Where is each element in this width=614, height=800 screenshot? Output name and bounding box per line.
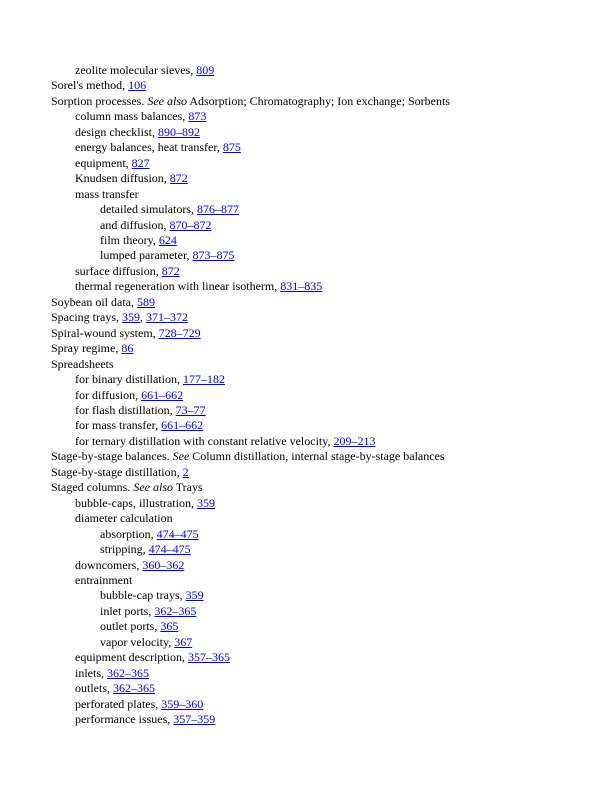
page-link[interactable]: 875: [222, 140, 241, 155]
page-link[interactable]: 177–182: [182, 372, 225, 387]
index-page: [0, 63, 614, 727]
index-entry: [0, 109, 614, 124]
index-entry: [0, 635, 614, 650]
index-entry: [0, 156, 614, 171]
entry-term: inlets,: [75, 665, 107, 680]
page-link[interactable]: 365: [160, 619, 179, 634]
index-entry: [0, 588, 614, 603]
page-link[interactable]: 876–877: [196, 202, 239, 217]
index-entry: [0, 650, 614, 665]
page-link[interactable]: 359–360: [161, 696, 204, 711]
entry-term: Soybean oil data,: [51, 294, 137, 309]
page-link[interactable]: 872: [161, 263, 180, 278]
entry-term: stripping,: [100, 542, 149, 557]
index-entry: [0, 712, 614, 727]
entry-term: bubble-caps, illustration,: [75, 495, 197, 510]
index-entry: [0, 418, 614, 433]
index-entry: [0, 480, 614, 495]
page-link[interactable]: 357–365: [187, 650, 230, 665]
page-link[interactable]: 474–475: [148, 542, 191, 557]
page-link[interactable]: 589: [136, 294, 155, 309]
entry-term: for binary distillation,: [75, 372, 183, 387]
page-link[interactable]: 872: [169, 171, 188, 186]
entry-term: Spray regime,: [51, 341, 122, 356]
entry-term: performance issues,: [75, 712, 174, 727]
index-entry: [0, 248, 614, 263]
page-link[interactable]: 359: [122, 310, 140, 325]
index-entry: [0, 449, 614, 464]
page-link[interactable]: 209–213: [333, 433, 376, 448]
index-entry: [0, 94, 614, 109]
page-link[interactable]: 661–662: [161, 418, 204, 433]
entry-term: for ternary distillation with constant relative velocity,: [75, 433, 334, 448]
index-entry: [0, 434, 614, 449]
page-link[interactable]: 86: [121, 341, 134, 356]
index-entry: [0, 681, 614, 696]
entry-term: outlets,: [75, 681, 113, 696]
page-link[interactable]: 870–872: [169, 217, 212, 232]
index-entry: [0, 63, 614, 78]
entry-term: film theory,: [100, 232, 159, 247]
index-entry: [0, 233, 614, 248]
entry-term: vapor velocity,: [100, 634, 175, 649]
index-entry: [0, 619, 614, 634]
index-entry: [0, 264, 614, 279]
entry-term: Spiral-wound system,: [51, 325, 159, 340]
index-entry: [0, 527, 614, 542]
index-entry: [0, 511, 614, 526]
page-link[interactable]: 873: [188, 109, 207, 124]
page-link[interactable]: 357–359: [173, 712, 216, 727]
index-entry: [0, 697, 614, 712]
page-link[interactable]: 2: [182, 464, 189, 479]
index-entry: [0, 78, 614, 93]
entry-term: diameter calculation: [75, 511, 173, 526]
page-link[interactable]: 362–365: [107, 665, 149, 680]
entry-term: surface diffusion,: [75, 263, 162, 278]
entry-term: for diffusion,: [75, 387, 142, 402]
page-link[interactable]: 359: [185, 588, 204, 603]
index-entry: [0, 496, 614, 511]
index-entry: [0, 558, 614, 573]
page-link[interactable]: 359: [196, 495, 215, 510]
index-entry: [0, 573, 614, 588]
index-entry: [0, 403, 614, 418]
entry-term: design checklist,: [75, 124, 158, 139]
see-reference-label: See: [172, 449, 190, 464]
index-entry: [0, 279, 614, 294]
index-entry: [0, 388, 614, 403]
entry-term: Stage-by-stage distillation,: [51, 464, 183, 479]
index-entry: [0, 171, 614, 186]
index-entry: [0, 140, 614, 155]
index-entry: [0, 666, 614, 681]
page-link[interactable]: 367: [174, 634, 193, 649]
entry-term: outlet ports,: [100, 619, 161, 634]
entry-term: perforated plates,: [75, 696, 162, 711]
page-link[interactable]: 362–365: [113, 681, 155, 696]
entry-term: mass transfer: [75, 186, 139, 201]
see-reference-target: Column distillation, internal stage-by-stage balances: [189, 449, 445, 464]
page-link[interactable]: 831–835: [280, 279, 323, 294]
entry-term: bubble-cap trays,: [100, 588, 186, 603]
index-entry: [0, 542, 614, 557]
entry-term: inlet ports,: [100, 603, 155, 618]
entry-term: for flash distillation,: [75, 402, 176, 417]
entry-term: and diffusion,: [100, 217, 170, 232]
entry-term: Sorption processes.: [51, 93, 148, 108]
see-reference-label: See also: [133, 480, 173, 495]
entry-term: absorption,: [100, 526, 157, 541]
see-reference-label: See also: [147, 93, 187, 108]
index-entry: [0, 125, 614, 140]
entry-term: lumped parameter,: [100, 248, 193, 263]
entry-term: Spacing trays,: [51, 310, 122, 325]
page-link[interactable]: 809: [196, 63, 215, 77]
entry-term: for mass transfer,: [75, 418, 162, 433]
see-reference-target: Adsorption; Chromatography; Ion exchange; Sorbents: [186, 93, 450, 108]
page-link[interactable]: 371–372: [146, 310, 188, 325]
entry-term: zeolite molecular sieves,: [75, 63, 197, 77]
page-link[interactable]: 73–77: [175, 402, 206, 417]
page-link[interactable]: 474–475: [156, 526, 199, 541]
index-entry: [0, 372, 614, 387]
page-link[interactable]: 728–729: [158, 325, 201, 340]
index-entry: [0, 187, 614, 202]
page-link[interactable]: 624: [158, 232, 177, 247]
index-entry: [0, 341, 614, 356]
page-link[interactable]: 890–892: [157, 124, 200, 139]
index-entry: [0, 326, 614, 341]
index-entry: [0, 465, 614, 480]
index-entry: [0, 295, 614, 310]
page-link[interactable]: 360–362: [142, 557, 185, 572]
entry-term: Staged columns.: [51, 480, 134, 495]
entry-term: detailed simulators,: [100, 202, 197, 217]
page-link[interactable]: 106: [128, 78, 147, 93]
index-entry: Spacing trays, 359, 371–372: [51, 310, 188, 325]
index-entry: [0, 604, 614, 619]
entry-term: thermal regeneration with linear isotherm,: [75, 279, 281, 294]
index-entry: [0, 202, 614, 217]
page-link[interactable]: 873–875: [192, 248, 235, 263]
entry-term: entrainment: [75, 572, 133, 587]
entry-term: Knudsen diffusion,: [75, 171, 170, 186]
entry-term: Sorel's method,: [51, 78, 129, 93]
entry-term: equipment,: [75, 155, 132, 170]
entry-term: downcomers,: [75, 557, 143, 572]
entry-term: equipment description,: [75, 650, 188, 665]
see-reference-target: Trays: [172, 480, 203, 495]
index-entry: [0, 357, 614, 372]
entry-term: Stage-by-stage balances.: [51, 449, 173, 464]
entry-term: column mass balances,: [75, 109, 189, 124]
entry-term: energy balances, heat transfer,: [75, 140, 223, 155]
page-link[interactable]: 362–365: [154, 603, 197, 618]
page-link[interactable]: 661–662: [141, 387, 184, 402]
index-entry: [0, 218, 614, 233]
page-link[interactable]: 827: [131, 155, 150, 170]
entry-term: Spreadsheets: [51, 356, 114, 371]
